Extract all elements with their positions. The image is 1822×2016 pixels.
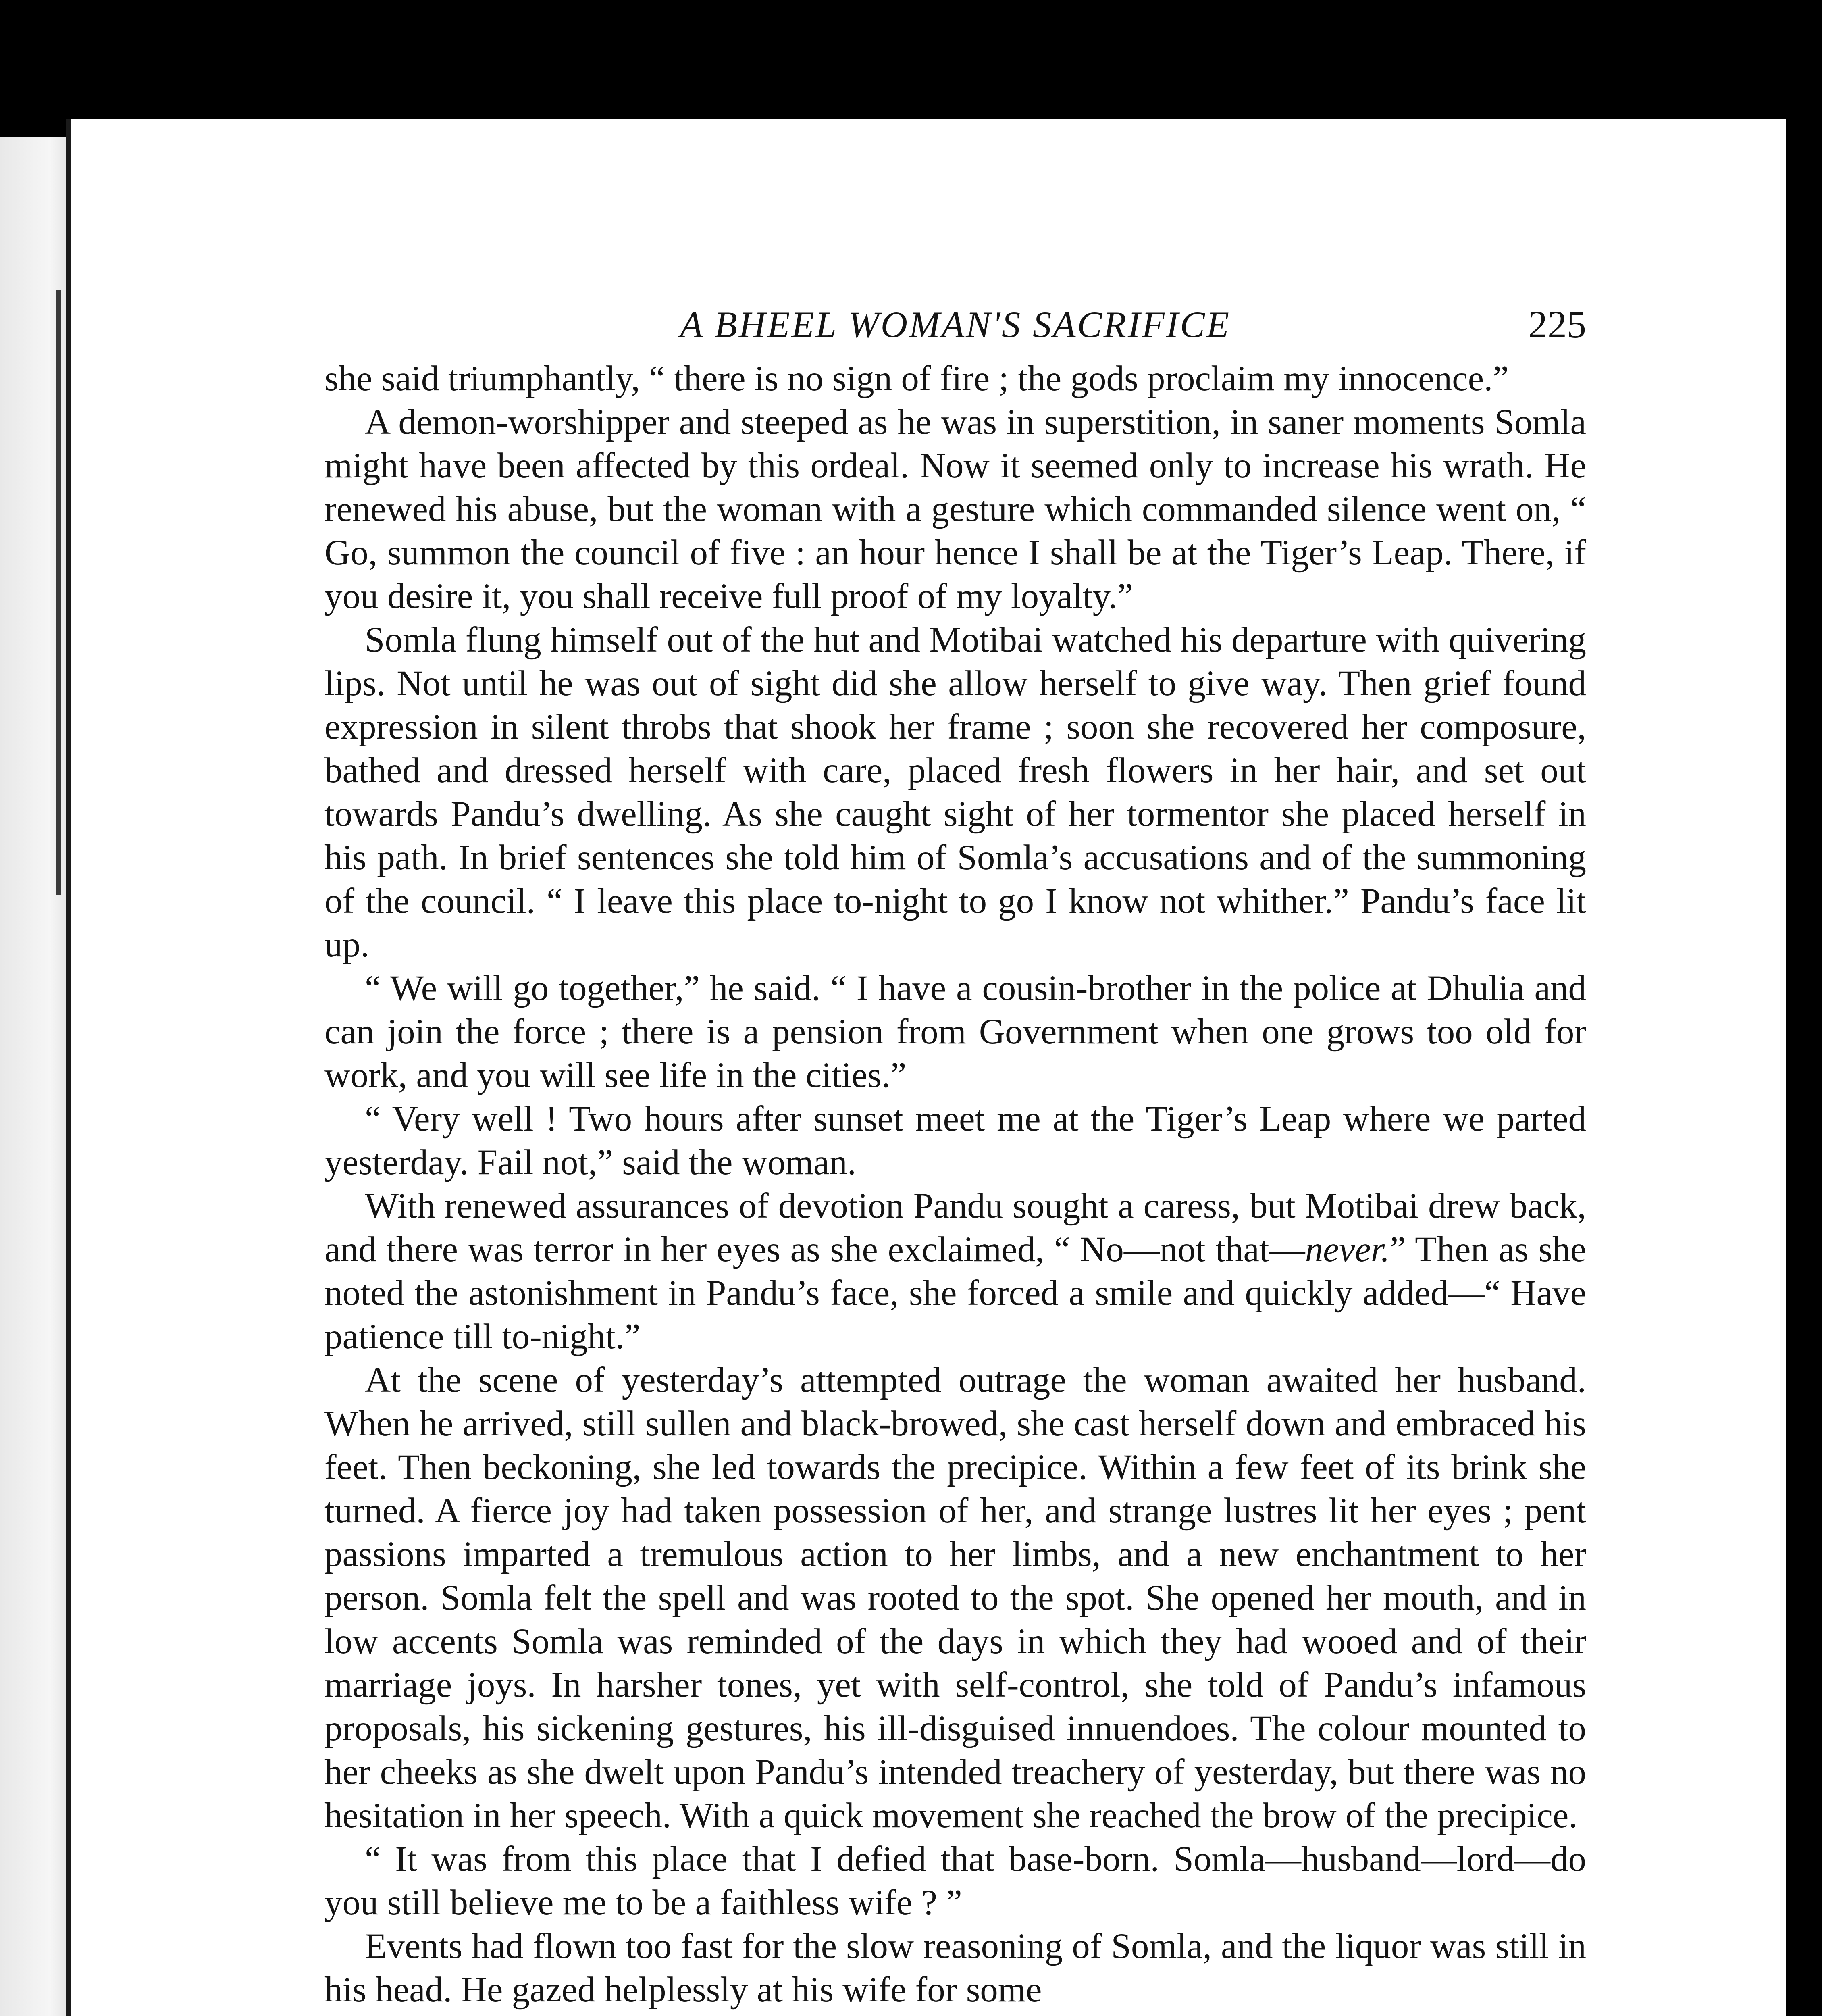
- paragraph: “ Very well ! Two hours after sunset meet me at the Tiger’s Leap where we parted yesterday. Fail not,” said the woman.: [324, 1099, 1586, 1182]
- paragraph: Events had flown too fast for the slow reasoning of Somla, and the liquor was still in his head. He gazed helplessly at his wife for some: [324, 1926, 1586, 2010]
- running-title: A BHEEL WOMAN'S SACRIFICE: [680, 304, 1231, 345]
- paragraph: “ We will go together,” he said. “ I have a cousin-brother in the police at Dhulia and can join the force ; there is a pension from Government when one grows too old for work, and you will see life in the cities.”: [324, 968, 1586, 1095]
- body-text: [324, 357, 1586, 2012]
- paragraph: Somla flung himself out of the hut and Motibai watched his departure with quivering lips. Not until he was out of sight did she allow herself to give way. Then grief found expression in silent throbs that shook her frame ; soon she recovered her composure, bathed and dressed herself with care, placed fresh flowers in her hair, and set out towards Pandu’s dwelling. As she caught sight of her tormentor she placed herself in his path. In brief sentences she told him of Somla’s accusations and of the summoning of the council. “ I leave this place to-night to go I know not whither.” Pandu’s face lit up.: [324, 620, 1586, 964]
- book-page: [71, 119, 1786, 2016]
- paragraph: A demon-worshipper and steeped as he was in superstition, in saner moments Somla might have been affected by this ordeal. Now it seemed only to increase his wrath. He renewed his abuse, but the woman with a gesture which commanded silence went on, “ Go, summon the council of five : an hour hence I shall be at the Tiger’s Leap. There, if you desire it, you shall receive full proof of my loyalty.”: [324, 402, 1586, 616]
- running-header: [324, 296, 1586, 353]
- page-content: [324, 296, 1586, 2012]
- paragraph: “ It was from this place that I defied that base-born. Somla—husband—lord—do you still believe me to be a faithless wife ? ”: [324, 1839, 1586, 1922]
- paragraph: At the scene of yesterday’s attempted outrage the woman awaited her husband. When he arrived, still sullen and black-browed, she cast herself down and embraced his feet. Then beckoning, she led towards the precipice. Within a few feet of its brink she turned. A fierce joy had taken possession of her, and strange lustres lit her eyes ; pent passions imparted a tremulous action to her limbs, and a new enchantment to her person. Somla felt the spell and was rooted to the spot. She opened her mouth, and in low accents Somla was reminded of the days in which they had wooed and of their marriage joys. In harsher tones, yet with self-control, she told of Pandu’s infamous proposals, his sickening gestures, his ill-disguised innuendoes. The colour mounted to her cheeks as she dwelt upon Pandu’s intended treachery of yesterday, but there was no hesitation in her speech. With a quick movement she reached the brow of the precipice.: [324, 1360, 1586, 1835]
- binding-shadow: [56, 290, 61, 895]
- emphasis: never.: [1305, 1230, 1390, 1269]
- paragraph: she said triumphantly, “ there is no sign of fire ; the gods proclaim my innocence.”: [324, 359, 1509, 398]
- page-number: 225: [1528, 303, 1586, 346]
- paragraph: With renewed assurances of devotion Pandu sought a caress, but Motibai drew back, and there was terror in her eyes as she exclaimed, “ No—not that—never.” Then as she noted the astonishment in Pandu’s face, she forced a smile and quickly added—“ Have patience till to-night.”: [324, 1186, 1587, 1356]
